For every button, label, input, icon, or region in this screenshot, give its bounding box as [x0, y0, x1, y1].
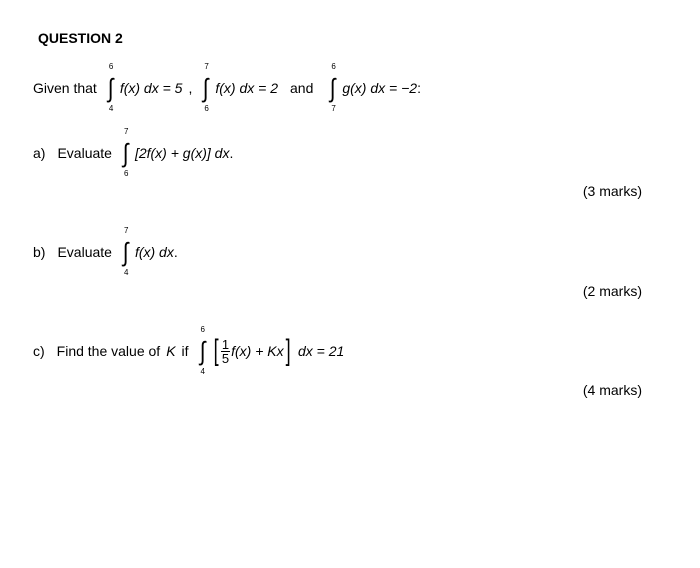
integral-sign-icon: ∫ 7 6 [203, 62, 209, 113]
integral-expression: [2f(x) + g(x)] dx [134, 145, 230, 161]
lower-bound: 4 [108, 104, 114, 113]
left-bracket-icon: [ [213, 334, 219, 367]
integral-expression: f(x) dx = 5 [119, 80, 183, 96]
lower-bound: 6 [204, 104, 209, 113]
question-title: QUESTION 2 [38, 30, 123, 46]
integral-expression: f(x) dx [134, 244, 174, 260]
lower-bound: 4 [200, 367, 205, 376]
marks-c: (4 marks) [582, 382, 642, 398]
part-b [33, 226, 178, 277]
upper-bound: 7 [204, 62, 209, 71]
part-label: a) [33, 145, 46, 161]
marks-b: (2 marks) [582, 283, 642, 299]
part-verb: Evaluate [57, 244, 112, 260]
part-a [33, 127, 234, 178]
lower-bound: 7 [331, 104, 336, 113]
lower-bound: 6 [123, 169, 129, 178]
part-if: if [181, 343, 189, 359]
integral-sign-icon: ∫ 6 4 [199, 325, 205, 376]
upper-bound: 7 [123, 127, 129, 136]
marks-a: (3 marks) [582, 183, 642, 199]
right-bracket-icon: ] [285, 334, 291, 367]
integral-sign-icon: ∫ 7 4 [122, 226, 129, 277]
statement-end: : [417, 80, 421, 96]
fraction-numerator: 1 [221, 336, 230, 352]
integral-sign-icon: ∫ 7 6 [122, 127, 129, 178]
upper-bound: 6 [108, 62, 114, 71]
part-verb: Evaluate [57, 145, 112, 161]
upper-bound: 7 [123, 226, 129, 235]
part-text: Find the value of [56, 343, 161, 359]
part-c [33, 325, 345, 376]
integral-expression: f(x) dx = 2 [215, 80, 278, 96]
integral-sign-icon: ∫ 6 7 [330, 62, 336, 113]
variable-k: K [166, 343, 176, 359]
fraction-denominator: 5 [221, 350, 230, 366]
given-prefix: Given that [33, 80, 97, 96]
integral-tail: dx = 21 [297, 343, 345, 359]
fraction [221, 338, 230, 365]
inner-expression: f(x) + Kx [231, 343, 284, 359]
part-label: c) [33, 343, 45, 359]
statement-end: . [173, 244, 178, 260]
part-label: b) [33, 244, 46, 260]
separator: , [188, 80, 193, 96]
statement-end: . [229, 145, 234, 161]
lower-bound: 4 [123, 268, 129, 277]
integral-expression: g(x) dx = −2 [342, 80, 418, 96]
integral-sign-icon: ∫ 6 4 [107, 62, 114, 113]
upper-bound: 6 [200, 325, 205, 334]
given-statement [33, 62, 421, 113]
conjunction: and [290, 80, 314, 96]
upper-bound: 6 [331, 62, 336, 71]
